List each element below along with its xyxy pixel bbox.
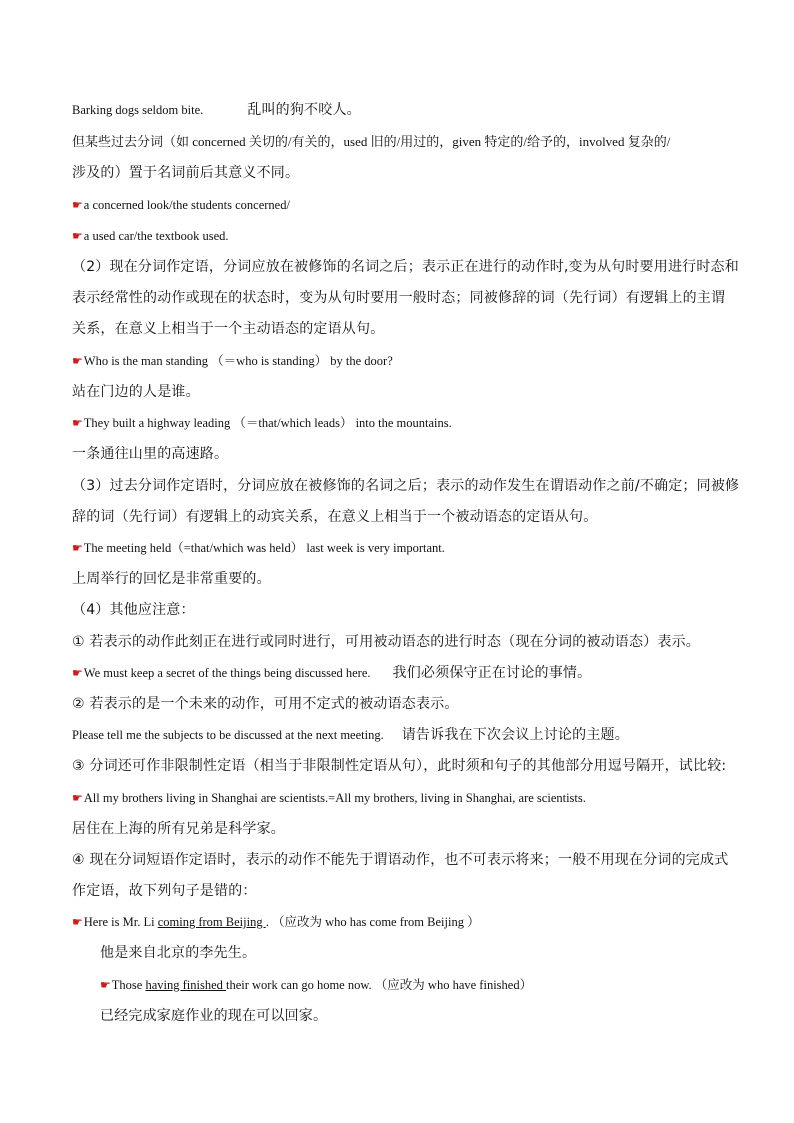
paragraph-line: 辞的词（先行词）有逻辑上的动宾关系，在意义上相当于一个被动语态的定语从句。 — [72, 509, 598, 525]
correction-note: their work can go home now. （应改为 who have finished） — [226, 978, 533, 992]
translation-line: 居住在上海的所有兄弟是科学家。 — [72, 821, 285, 837]
example-english: a used car/the textbook used. — [83, 229, 229, 243]
example-line — [72, 351, 732, 371]
example-english: Here is Mr. Li — [83, 915, 158, 929]
underlined-phrase: coming from Beijing — [157, 915, 266, 929]
pointing-hand-icon: ☛ — [72, 229, 83, 243]
example-english: All my brothers living in Shanghai are scientists.=All my brothers, living in Shanghai, are scientists. — [83, 791, 586, 805]
pointing-hand-icon: ☛ — [72, 541, 83, 555]
translation-line: 已经完成家庭作业的现在可以回家。 — [100, 1008, 328, 1024]
paragraph-line: 关系，在意义上相当于一个主动语态的定语从句。 — [72, 321, 385, 337]
example-line — [72, 663, 732, 683]
paragraph-line: 作定语，故下列句子是错的： — [72, 883, 257, 899]
paragraph-line: 但某些过去分词（如 concerned 关切的/有关的，used 旧的/用过的，given 特定的/给予的，involved 复杂的/ — [72, 134, 671, 149]
pointing-hand-icon: ☛ — [72, 354, 83, 368]
example-chinese: 请告诉我在下次会议上讨论的主题。 — [401, 727, 629, 743]
example-line — [72, 538, 732, 558]
example-english: Those — [111, 978, 146, 992]
correction-note: . （应改为 who has come from Beijing ） — [265, 915, 480, 929]
paragraph-line: 表示经常性的动作或现在的状态时，变为从句时要用一般时态；同被修辞的词（先行词）有逻辑上的主谓 — [72, 290, 726, 306]
translation-line: 一条通往山里的高速路。 — [72, 446, 229, 462]
example-line — [72, 725, 732, 745]
example-line — [100, 975, 760, 995]
translation-line: 上周举行的回忆是非常重要的。 — [72, 571, 271, 587]
paragraph-line: ③ 分词还可作非限制性定语（相当于非限制性定语从句），此时须和句子的其他部分用逗号隔开，试比较: — [72, 758, 727, 774]
paragraph-line: ④ 现在分词短语作定语时，表示的动作不能先于谓语动作，也不可表示将来；一般不用现在分词的完成式 — [72, 852, 729, 868]
paragraph-line: 涉及的）置于名词前后其意义不同。 — [72, 165, 300, 181]
example-line — [72, 912, 732, 932]
example-english: Please tell me the subjects to be discussed at the next meeting. — [72, 728, 384, 742]
section-heading: （4）其他应注意： — [72, 602, 195, 618]
example-english: The meeting held（=that/which was held） last week is very important. — [83, 541, 445, 555]
paragraph-line: （2）现在分词作定语，分词应放在被修饰的名词之后；表示正在进行的动作时,变为从句时要用进行时态和 — [72, 259, 739, 275]
example-line — [72, 788, 732, 808]
example-line — [72, 100, 732, 120]
paragraph-line: ① 若表示的动作此刻正在进行或同时进行，可用被动语态的进行时态（现在分词的被动语态）表示。 — [72, 634, 700, 650]
translation-line: 站在门边的人是谁。 — [72, 384, 200, 400]
underlined-phrase: having finished — [145, 978, 226, 992]
paragraph-line: ② 若表示的是一个未来的动作，可用不定式的被动语态表示。 — [72, 696, 459, 712]
pointing-hand-icon: ☛ — [72, 198, 83, 212]
example-chinese: 我们必须保守正在讨论的事情。 — [392, 665, 592, 681]
example-english: Who is the man standing （＝who is standing） by the door? — [83, 354, 393, 368]
example-english: a concerned look/the students concerned/ — [83, 198, 290, 212]
example-chinese: 乱叫的狗不咬人。 — [247, 102, 361, 118]
paragraph-line: （3）过去分词作定语时，分词应放在被修饰的名词之后；表示的动作发生在谓语动作之前/不确定；同被修 — [72, 478, 740, 494]
example-english: Barking dogs seldom bite. — [72, 103, 204, 117]
example-line — [72, 226, 732, 246]
pointing-hand-icon: ☛ — [72, 416, 83, 430]
pointing-hand-icon: ☛ — [72, 915, 83, 929]
pointing-hand-icon: ☛ — [72, 791, 83, 805]
example-line — [72, 195, 732, 215]
example-english: We must keep a secret of the things being discussed here. — [83, 666, 371, 680]
pointing-hand-icon: ☛ — [100, 978, 111, 992]
pointing-hand-icon: ☛ — [72, 666, 83, 680]
translation-line: 他是来自北京的李先生。 — [100, 945, 257, 961]
example-line — [72, 413, 732, 433]
example-english: They built a highway leading （＝that/which leads） into the mountains. — [83, 416, 452, 430]
